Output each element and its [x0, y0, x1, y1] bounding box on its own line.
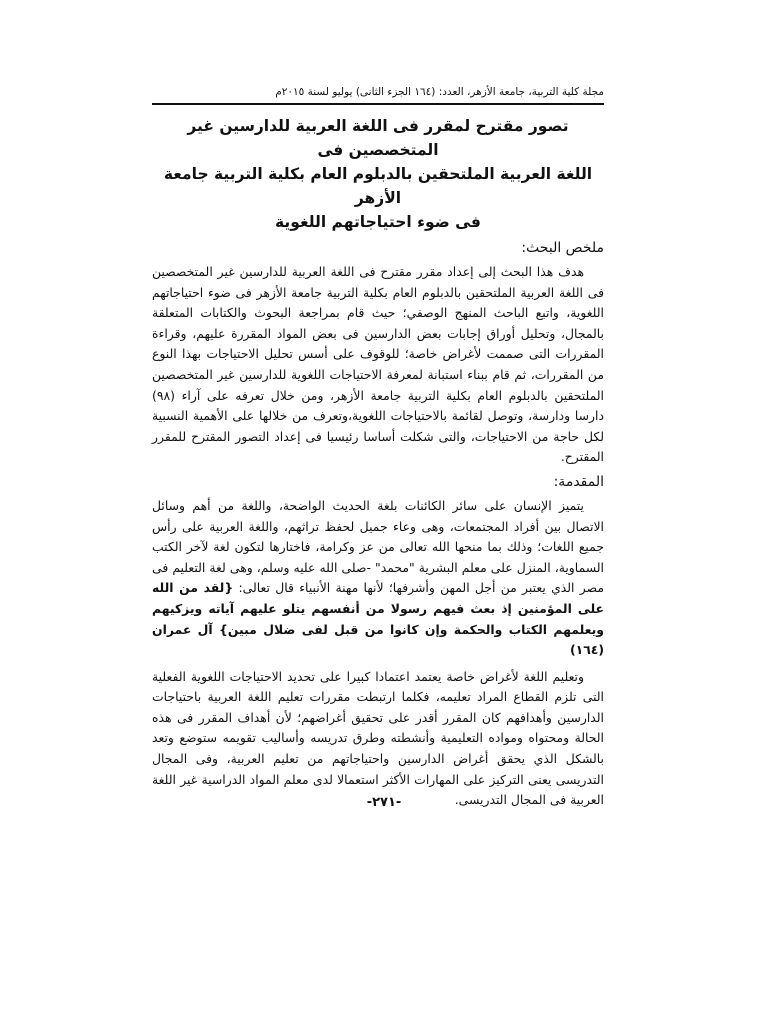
title-line-2: اللغة العربية الملتحقين بالدبلوم العام بكلية التربية جامعة الأزهر: [163, 165, 593, 207]
page-number: -٢٧١-: [366, 795, 402, 810]
quran-quote: {لقد من الله على المؤمنين إذ بعث فيهم رسولا من أنفسهم يتلو عليهم آياته ويزكيهم ويعلمهم الكتاب والحكمة وإن كانوا من قبل لفى ضلال مبين} آل عمران (١٦٤): [152, 580, 604, 658]
title-line-1: تصور مقترح لمقرر فى اللغة العربية للدارسين غير المتخصصين فى: [187, 117, 569, 159]
running-header: مجلة كلية التربية، جامعة الأزهر، العدد: (١٦٤ الجزء الثانى) يوليو لسنة ٢٠١٥م: [152, 86, 604, 105]
paper-title: [152, 114, 604, 234]
intro-heading: المقدمة:: [553, 473, 604, 490]
intro-paragraph-2: وتعليم اللغة لأغراض خاصة يعتمد اعتمادا كبيرا على تحديد الاحتياجات اللغوية الفعلية التى تلزم القطاع المراد تعليمه، فكلما ارتبطت مقررات تعليم اللغة العربية باحتياجات الدارسين وأهدافهم كان المقرر أقدر على تحقيق أغراضهم؛ لأن أهداف المقرر فى هذه الحالة ومحتواه ومواده التعليمية وأنشطته وطرق تدريسه وأساليب تقويمه ستوضع وتعد بالشكل الذي يحقق أغراض الدارسين واحتياجاتهم من تعليم العربية، وفى المجال التدريسى يعنى التركيز على المهارات الأكثر استعمالا لدى معلم المواد الدراسية غير اللغة العربية فى المجال التدريسى.: [152, 668, 604, 808]
title-line-3: فى ضوء احتياجاتهم اللغوية: [275, 213, 481, 231]
intro-paragraph-1-text: يتميز الإنسان على سائر الكائنات بلغة الحديث الواضحة، واللغة من أهم وسائل الاتصال بين أفراد المجتمعات، وهى وعاء جميل لحفظ تراثهم، واللغة العربية على رأس جميع اللغات؛ وذلك بما منحها الله تعالى من عز وكرامة، فاختارها لتكون لغة لآخر الكتب السماوية، المنزل على معلم البشرية "محمد" -صلى الله عليه وسلم، وهى لغة التعليم فى مصر الذي يعتبر من أجل المهن وأشرفها؛ لأنها مهنة الأنبياء قال تعالى:: [152, 497, 604, 596]
intro-paragraph-1: [152, 496, 604, 661]
abstract-paragraph: هدف هذا البحث إلى إعداد مقرر مقترح فى اللغة العربية للدارسين غير المتخصصين فى اللغة العربية الملتحقين بالدبلوم العام بكلية التربية جامعة الأزهر فى ضوء احتياجاتهم اللغوية، واتبع الباحث المنهج الوصفي؛ حيث قام بمراجعة البحوث والكتابات المتعلقة بالمجال، وتحليل أوراق إجابات بعض الدارسين فى بعض المواد المقررة عليهم، وقراءة المقررات التى صممت لأغراض خاصة؛ للوقوف على أسس تحليل الاحتياجات بهذا النوع من المقررات، ثم قام ببناء استبانة لمعرفة الاحتياجات اللغوية للدارسين غير المتخصصين الملتحقين بالدبلوم العام بكلية التربية جامعة الأزهر، ومن خلال تعرفه على آراء (٩٨) دارسا ودارسة، وتوصل لقائمة بالاحتياجات اللغوية،وتعرف من خلالها على الأهمية النسبية لكل حاجة من الاحتياجات، والتى شكلت أساسا رئيسيا فى إعداد التصور المقترح للمقرر المقترح.: [152, 264, 604, 465]
document-page: [152, 86, 604, 817]
abstract-heading: ملخص البحث:: [521, 240, 604, 256]
